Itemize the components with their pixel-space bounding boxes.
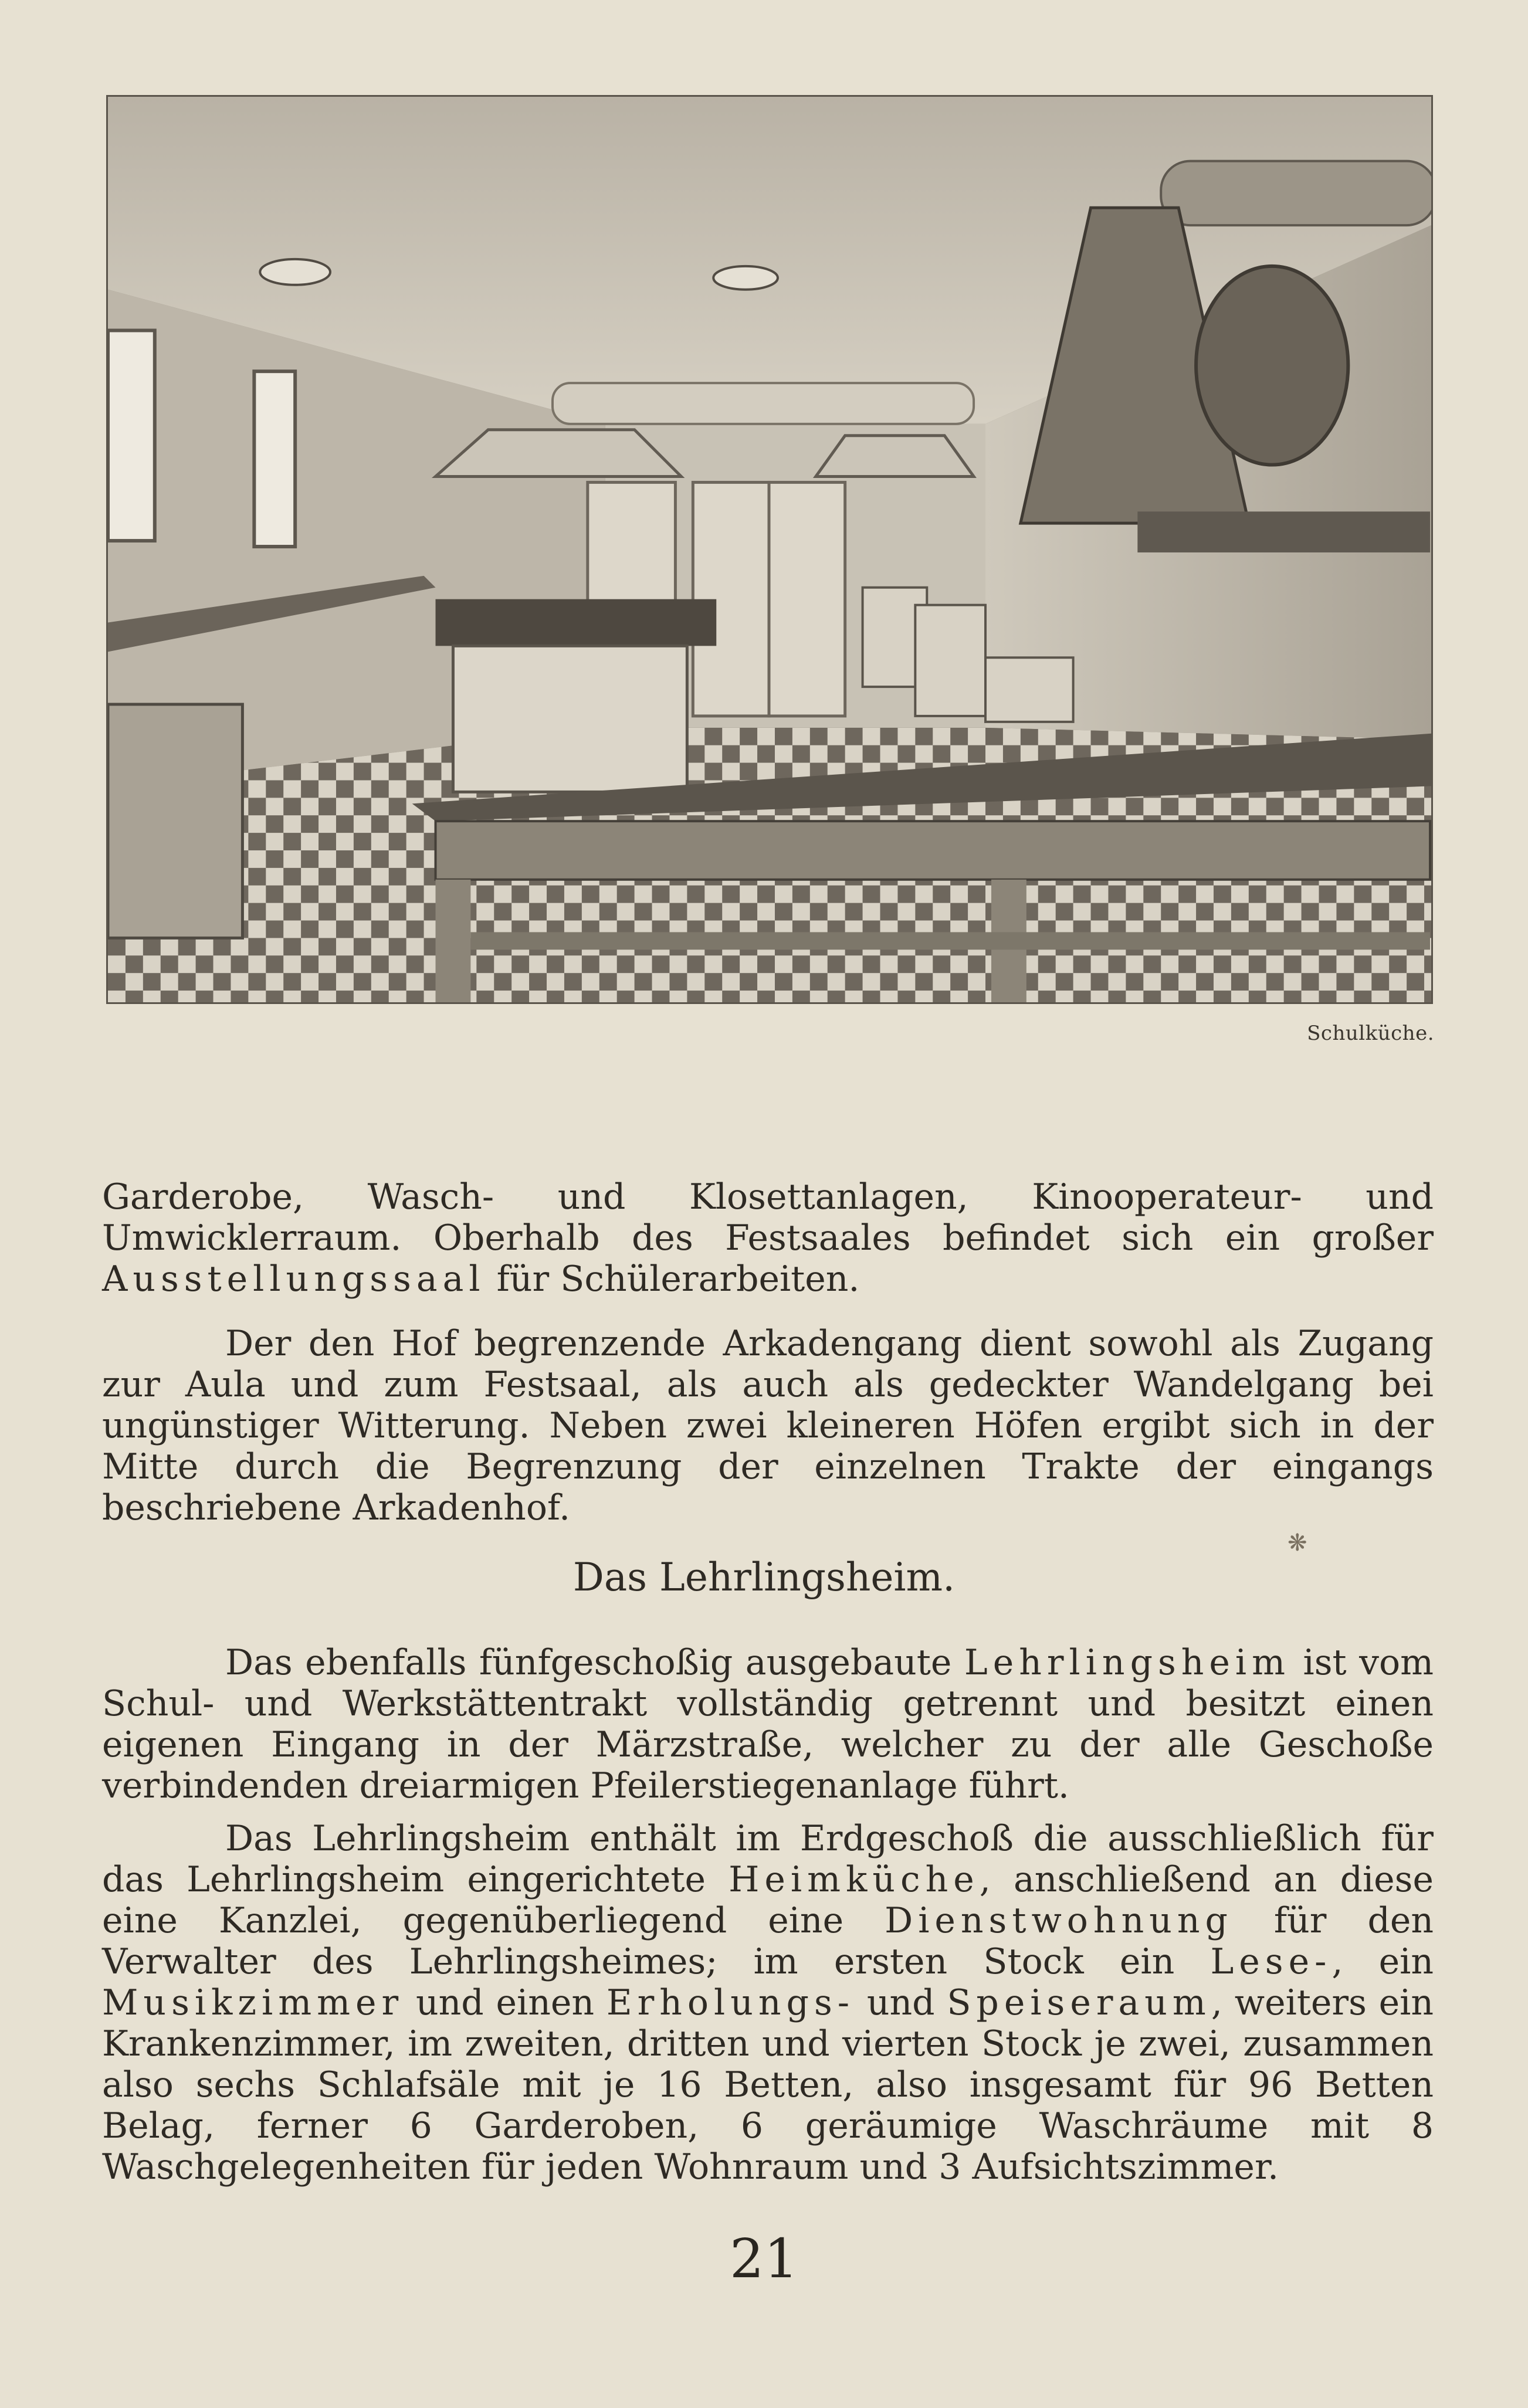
kitchen-photo bbox=[106, 95, 1433, 1004]
section-p2-part-e: für den Verwalter des Lehrlingsheimes; im ersten Stock ein bbox=[102, 1900, 1434, 1982]
section-p1-spaced: Lehrlingsheim bbox=[964, 1642, 1291, 1683]
intro-paragraph-1 bbox=[102, 1176, 1434, 1300]
section-paragraph-2 bbox=[102, 1818, 1434, 2187]
page-number: 21 bbox=[729, 2227, 799, 2290]
section-p2-heimkueche: Heimküche bbox=[729, 1859, 980, 1900]
section-heading: Das Lehrlingsheim. bbox=[572, 1555, 956, 1600]
section-p2-dienstwohnung: Dienstwohnung bbox=[885, 1900, 1233, 1941]
section-p2-part-g: , ein bbox=[1332, 1941, 1434, 1982]
intro-p1-part-a: Garderobe, Wasch- und Klosettanlagen, Kinooperateur- und Umwicklerraum. Oberhalb des Festsaales befindet sich ein großer bbox=[102, 1176, 1434, 1259]
section-p2-part-c: , anschließend an diese eine Kanzlei, gegenüberliegend eine bbox=[102, 1859, 1434, 1941]
section-p2-part-i: und einen bbox=[404, 1982, 607, 2023]
asterisk-icon: ❋ bbox=[1288, 1529, 1307, 1556]
section-p2-part-a: Das Lehrlingsheim enthält im Erdgeschoß die ausschließlich für das Lehrlingsheim eingerichtete bbox=[102, 1818, 1434, 1900]
section-p2-part-k: und bbox=[855, 1982, 947, 2023]
section-paragraph-1 bbox=[102, 1642, 1434, 1806]
intro-text bbox=[102, 1176, 1434, 1528]
kitchen-illustration bbox=[108, 97, 1431, 1002]
figure-caption: Schulküche. bbox=[1307, 1022, 1434, 1045]
section-p1-part-a: Das ebenfalls fünfgeschoßig ausgebaute bbox=[225, 1642, 964, 1683]
intro-p1-part-c: für Schülerarbeiten. bbox=[485, 1259, 860, 1300]
section-text bbox=[102, 1642, 1434, 2187]
intro-paragraph-2: Der den Hof begrenzende Arkadengang dient sowohl als Zugang zur Aula und zum Festsaal, als auch als gedeckter Wandelgang bei ungünstiger Witterung. Neben zwei kleineren Höfen ergibt sich in der Mitte durch die Begrenzung der einzelnen Trakte der eingangs beschriebene Arkadenhof. bbox=[102, 1323, 1434, 1528]
section-p2-speiseraum: Speiseraum bbox=[947, 1982, 1211, 2023]
section-p2-part-m: , weiters ein Krankenzimmer, im zweiten, dritten und vierten Stock je zwei, zusammen also sechs Schlafsäle mit je 16 Betten, also insgesamt für 96 Betten Belag, ferner 6 Garderoben, 6 geräumige Waschräume mit 8 Waschgelegenheiten für jeden Wohnraum und 3 Aufsichtszimmer. bbox=[102, 1982, 1434, 2187]
section-p2-lese: Lese- bbox=[1210, 1941, 1332, 1982]
section-p1-part-c: ist vom Schul- und Werkstättentrakt vollständig getrennt und besitzt einen eigenen Eingang in der Märzstraße, welcher zu der alle Geschoße verbindenden dreiarmigen Pfeilerstiegenanlage führt. bbox=[102, 1642, 1434, 1806]
intro-p1-spaced: Ausstellungssaal bbox=[102, 1259, 486, 1300]
section-p2-musikzimmer: Musikzimmer bbox=[102, 1982, 404, 2023]
section-p2-erholungs: Erholungs- bbox=[606, 1982, 855, 2023]
